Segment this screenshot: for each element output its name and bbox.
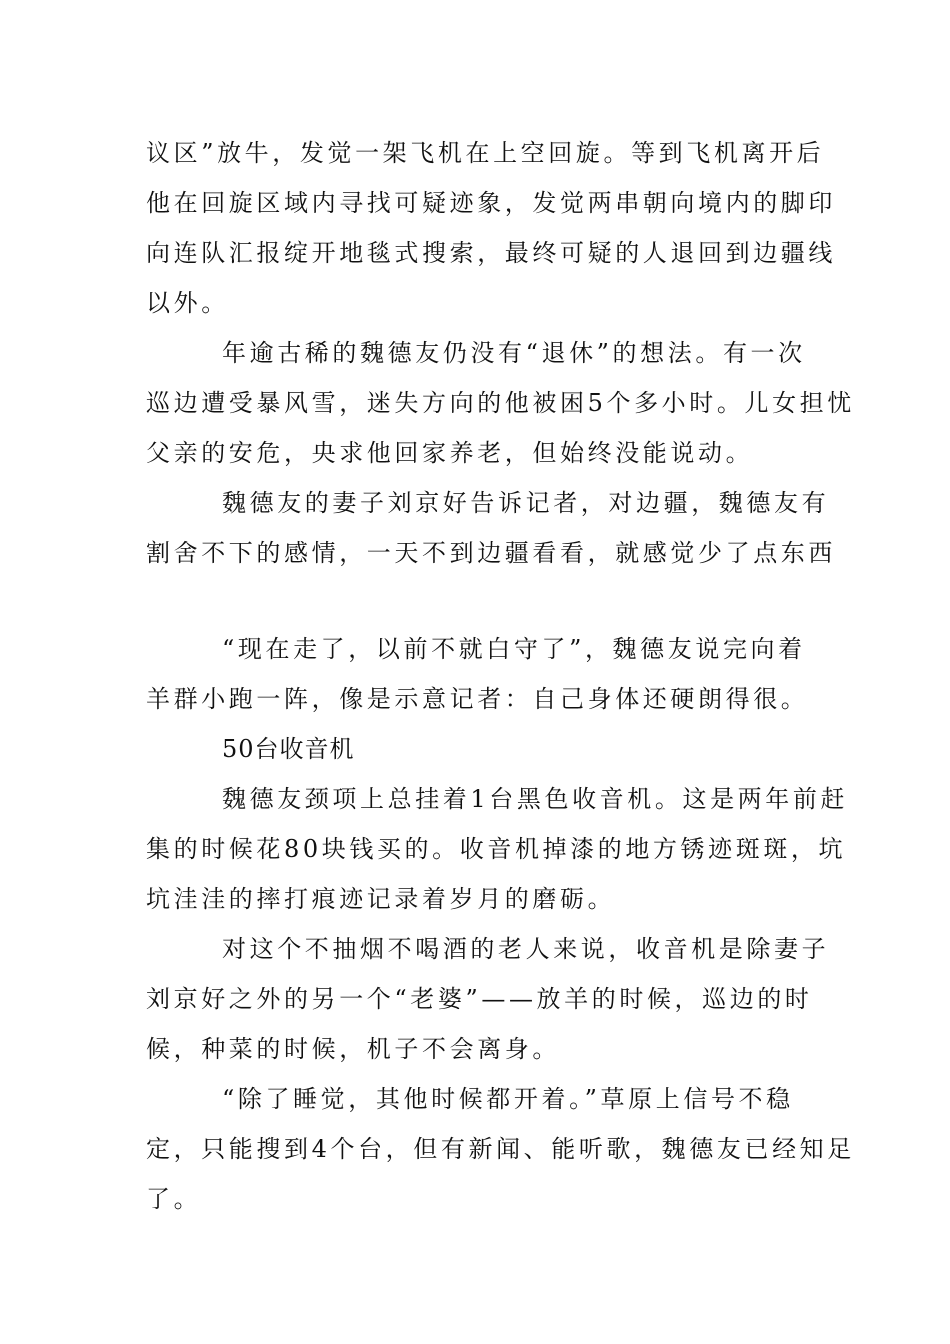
text-line: 羊群小跑一阵，像是示意记者：自己身体还硬朗得很。 bbox=[146, 685, 809, 713]
text-line: 巡边遭受暴风雪，迷失方向的他被困5个多小时。儿女担忧 bbox=[146, 389, 855, 417]
paragraph-first-line: “除了睡觉，其他时候都开着。”草原上信号不稳 bbox=[222, 1085, 794, 1113]
paragraph-first-line: 年逾古稀的魏德友仍没有“退休”的想法。有一次 bbox=[222, 339, 806, 367]
section-heading: 50台收音机 bbox=[222, 735, 355, 763]
paragraph-first-line: “现在走了，以前不就白守了”，魏德友说完向着 bbox=[222, 635, 806, 663]
text-line: 候，种菜的时候，机子不会离身。 bbox=[146, 1035, 560, 1063]
text-line: 刘京好之外的另一个“老婆”——放羊的时候，巡边的时 bbox=[146, 985, 813, 1013]
text-line: 定，只能搜到4个台，但有新闻、能听歌，魏德友已经知足 bbox=[146, 1135, 855, 1163]
text-line: 向连队汇报绽开地毯式搜索，最终可疑的人退回到边疆线 bbox=[146, 239, 836, 267]
text-line: 割舍不下的感情，一天不到边疆看看，就感觉少了点东西 bbox=[146, 539, 836, 567]
paragraph-first-line: 对这个不抽烟不喝酒的老人来说，收音机是除妻子 bbox=[222, 935, 830, 963]
text-line: 父亲的安危，央求他回家养老，但始终没能说动。 bbox=[146, 439, 754, 467]
text-line: 坑洼洼的摔打痕迹记录着岁月的磨砺。 bbox=[146, 885, 616, 913]
text-line: 集的时候花80块钱买的。收音机掉漆的地方锈迹斑斑，坑 bbox=[146, 835, 847, 863]
text-line: 以外。 bbox=[146, 289, 229, 317]
text-line: 他在回旋区域内寻找可疑迹象，发觉两串朝向境内的脚印 bbox=[146, 189, 836, 217]
paragraph-first-line: 魏德友的妻子刘京好告诉记者，对边疆，魏德友有 bbox=[222, 489, 830, 517]
text-line: 议区”放牛，发觉一架飞机在上空回旋。等到飞机离开后 bbox=[146, 139, 825, 167]
paragraph-first-line: 魏德友颈项上总挂着1台黑色收音机。这是两年前赶 bbox=[222, 785, 849, 813]
text-line: 了。 bbox=[146, 1185, 202, 1213]
